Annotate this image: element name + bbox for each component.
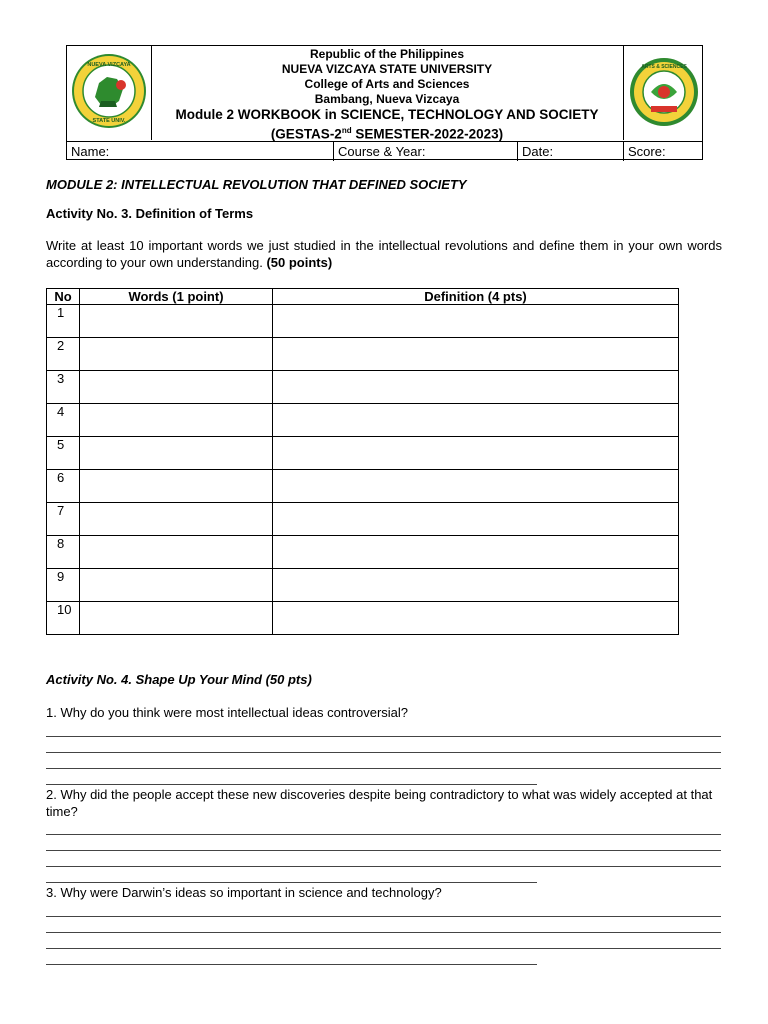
module-title: Module 2 WORKBOOK in SCIENCE, TECHNOLOGY AND SOCIETY — [175, 107, 599, 122]
definition-cell[interactable] — [273, 536, 679, 569]
terms-table — [46, 288, 679, 635]
word-cell[interactable] — [80, 569, 273, 602]
svg-text:NUEVA VIZCAYA: NUEVA VIZCAYA — [87, 62, 131, 68]
university-name: NUEVA VIZCAYA STATE UNIVERSITY — [281, 62, 493, 76]
word-cell[interactable] — [80, 536, 273, 569]
answer-line[interactable] — [46, 964, 537, 965]
word-cell[interactable] — [80, 602, 273, 635]
table-row: 5 — [47, 437, 679, 470]
answer-line[interactable] — [46, 784, 537, 785]
svg-text:ARTS & SCIENCES: ARTS & SCIENCES — [641, 64, 687, 70]
svg-text:STATE UNIV.: STATE UNIV. — [92, 118, 126, 124]
word-cell[interactable] — [80, 437, 273, 470]
word-cell[interactable] — [80, 338, 273, 371]
word-cell[interactable] — [80, 305, 273, 338]
definition-cell[interactable] — [273, 602, 679, 635]
table-row: 1 — [47, 305, 679, 338]
answer-line[interactable] — [46, 916, 721, 917]
score-field[interactable]: Score: — [623, 142, 704, 161]
definition-cell[interactable] — [273, 470, 679, 503]
table-row: 7 — [47, 503, 679, 536]
name-field[interactable]: Name: — [71, 144, 110, 159]
answer-line[interactable] — [46, 866, 721, 867]
college-seal-logo — [629, 54, 699, 130]
semester-line: (GESTAS-2nd SEMESTER-2022-2023) — [270, 126, 504, 142]
definition-cell[interactable] — [273, 338, 679, 371]
answer-line[interactable] — [46, 834, 721, 835]
campus-location: Bambang, Nueva Vizcaya — [314, 92, 460, 106]
table-row: 9 — [47, 569, 679, 602]
definition-cell[interactable] — [273, 503, 679, 536]
divider — [623, 46, 624, 140]
question-3: 3. Why were Darwin’s ideas so important in science and technology? — [46, 885, 442, 900]
definition-cell[interactable] — [273, 569, 679, 602]
answer-line[interactable] — [46, 932, 721, 933]
col-no: No — [47, 289, 80, 305]
activity3-instruction: Write at least 10 important words we just studied in the intellectual revolutions and define them in your own words according to your own understanding. (50 points) — [46, 238, 722, 270]
info-row — [67, 141, 702, 160]
header-box — [66, 45, 703, 160]
republic-line: Republic of the Philippines — [309, 47, 464, 61]
definition-cell[interactable] — [273, 305, 679, 338]
question-2: 2. Why did the people accept these new discoveries despite being contradictory to what was widely accepted at that time? — [46, 787, 713, 819]
question-1: 1. Why do you think were most intellectual ideas controversial? — [46, 705, 409, 720]
table-row: 8 — [47, 536, 679, 569]
word-cell[interactable] — [80, 503, 273, 536]
answer-line[interactable] — [46, 882, 537, 883]
college-name: College of Arts and Sciences — [304, 77, 470, 91]
table-row: 6 — [47, 470, 679, 503]
definition-cell[interactable] — [273, 437, 679, 470]
activity3-title: Activity No. 3. Definition of Terms — [46, 206, 254, 221]
col-words: Words (1 point) — [80, 289, 273, 305]
word-cell[interactable] — [80, 371, 273, 404]
answer-line[interactable] — [46, 948, 721, 949]
col-definition: Definition (4 pts) — [273, 289, 679, 305]
course-year-field[interactable]: Course & Year: — [333, 142, 517, 161]
answer-line[interactable] — [46, 850, 721, 851]
table-row: 4 — [47, 404, 679, 437]
answer-line[interactable] — [46, 768, 721, 769]
table-row: 2 — [47, 338, 679, 371]
answer-line[interactable] — [46, 752, 721, 753]
header-text — [151, 46, 623, 143]
answer-line[interactable] — [46, 736, 721, 737]
definition-cell[interactable] — [273, 404, 679, 437]
definition-cell[interactable] — [273, 371, 679, 404]
word-cell[interactable] — [80, 470, 273, 503]
table-row: 10 — [47, 602, 679, 635]
activity4-title: Activity No. 4. Shape Up Your Mind (50 pts) — [46, 672, 312, 687]
date-field[interactable]: Date: — [517, 142, 623, 161]
university-seal-logo — [71, 53, 147, 129]
word-cell[interactable] — [80, 404, 273, 437]
table-row: 3 — [47, 371, 679, 404]
module-heading: MODULE 2: INTELLECTUAL REVOLUTION THAT DEFINED SOCIETY — [46, 177, 467, 192]
